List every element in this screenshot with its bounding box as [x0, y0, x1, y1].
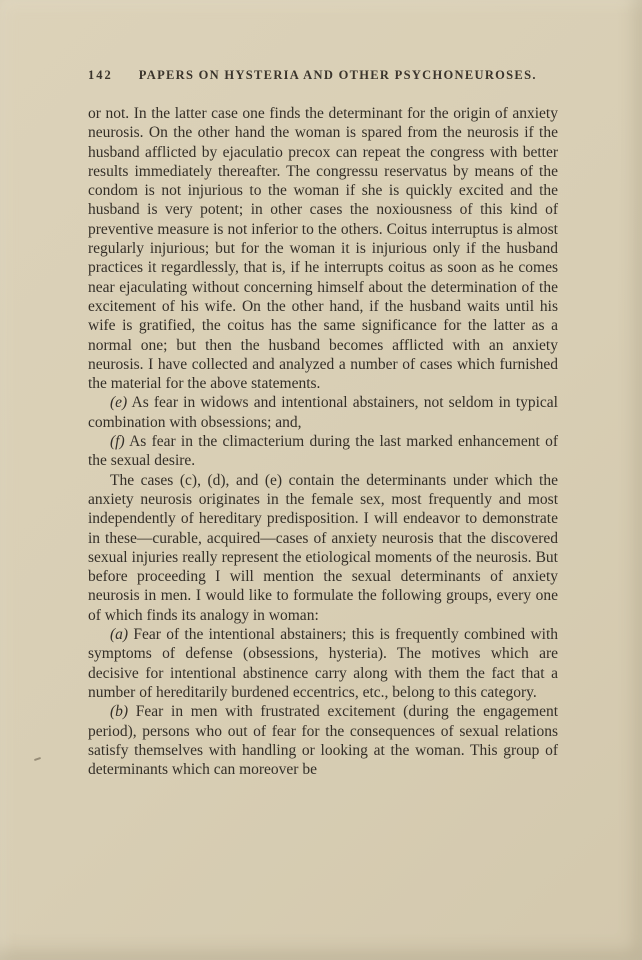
paragraph-item-e [88, 393, 558, 432]
paragraph-text: The cases (c), (d), and (e) contain the determinants under which the anxiety neurosis originates in the female sex, most frequently and most independently of hereditary predisposition. I will endeavor to demonstrate in these—curable, acquired—cases of anxiety neurosis that the discovered sexual injuries really represent the etiological moments of the neurosis. But before proceeding I will mention the sexual determinants of anxiety neurosis in men. I would like to formulate the following groups, every one of which finds its analogy in woman: [88, 471, 558, 624]
paragraph-item-a [88, 625, 558, 702]
paragraph-text: Fear in men with frustrated excitement (during the engagement period), persons who out of fear for the consequences of sexual relations satisfy themselves with handling or looking at the woman. This group of determinants which can moreover be [88, 703, 559, 779]
paragraph-item-f [88, 432, 558, 471]
paragraph-text: As fear in the climacterium during the last marked enhancement of the sexual desire. [88, 433, 558, 470]
paragraph-cases-summary [88, 471, 558, 625]
page-header [88, 68, 558, 83]
paragraph-text: or not. In the latter case one finds the determinant for the origin of anxiety neurosis. On the other hand the woman is spared from the neurosis if the husband afflicted by ejaculatio precox can repeat the congress with better results immediately thereafter. The congressu reservatus by means of the condom is not injurious to the woman if she is quickly excited and the husband is very potent; in other cases the noxiousness of this kind of preventive measure is not inferior to the others. Coitus interruptus is almost regularly injurious; but for the woman it is injurious only if the husband practices it regardlessly, that is, if he interrupts coitus as soon as he comes near ejaculating without concerning himself about the determination of the excitement of his wife. On the other hand, if the husband waits until his wife is gratified, the coitus has the same significance for the latter as a normal one; but then the husband becomes afflicted with an anxiety neurosis. I have collected and analyzed a number of cases which furnished the material for the above statements. [88, 105, 558, 393]
paragraph-label: (b) [110, 703, 129, 721]
paragraph-item-b [88, 702, 558, 779]
page-body [88, 104, 558, 779]
paragraph-continuation [88, 104, 558, 393]
paragraph-label: (e) [110, 394, 128, 412]
paragraph-text: As fear in widows and intentional abstainers, not seldom in typical combination with obsessions; and, [88, 394, 558, 431]
paragraph-label: (a) [110, 626, 129, 644]
paragraph-text: Fear of the intentional abstainers; this is frequently combined with symptoms of defense (obsessions, hysteria). The motives which are decisive for intentional abstinence carry along with them the fact that a number of hereditarily burdened eccentrics, etc., belong to this category. [88, 626, 559, 701]
paper-artifact-speck [34, 757, 41, 761]
page-number: 142 [88, 68, 113, 82]
running-title: PAPERS ON HYSTERIA AND OTHER PSYCHONEUROSES. [138, 68, 537, 82]
paragraph-label: (f) [110, 433, 125, 451]
